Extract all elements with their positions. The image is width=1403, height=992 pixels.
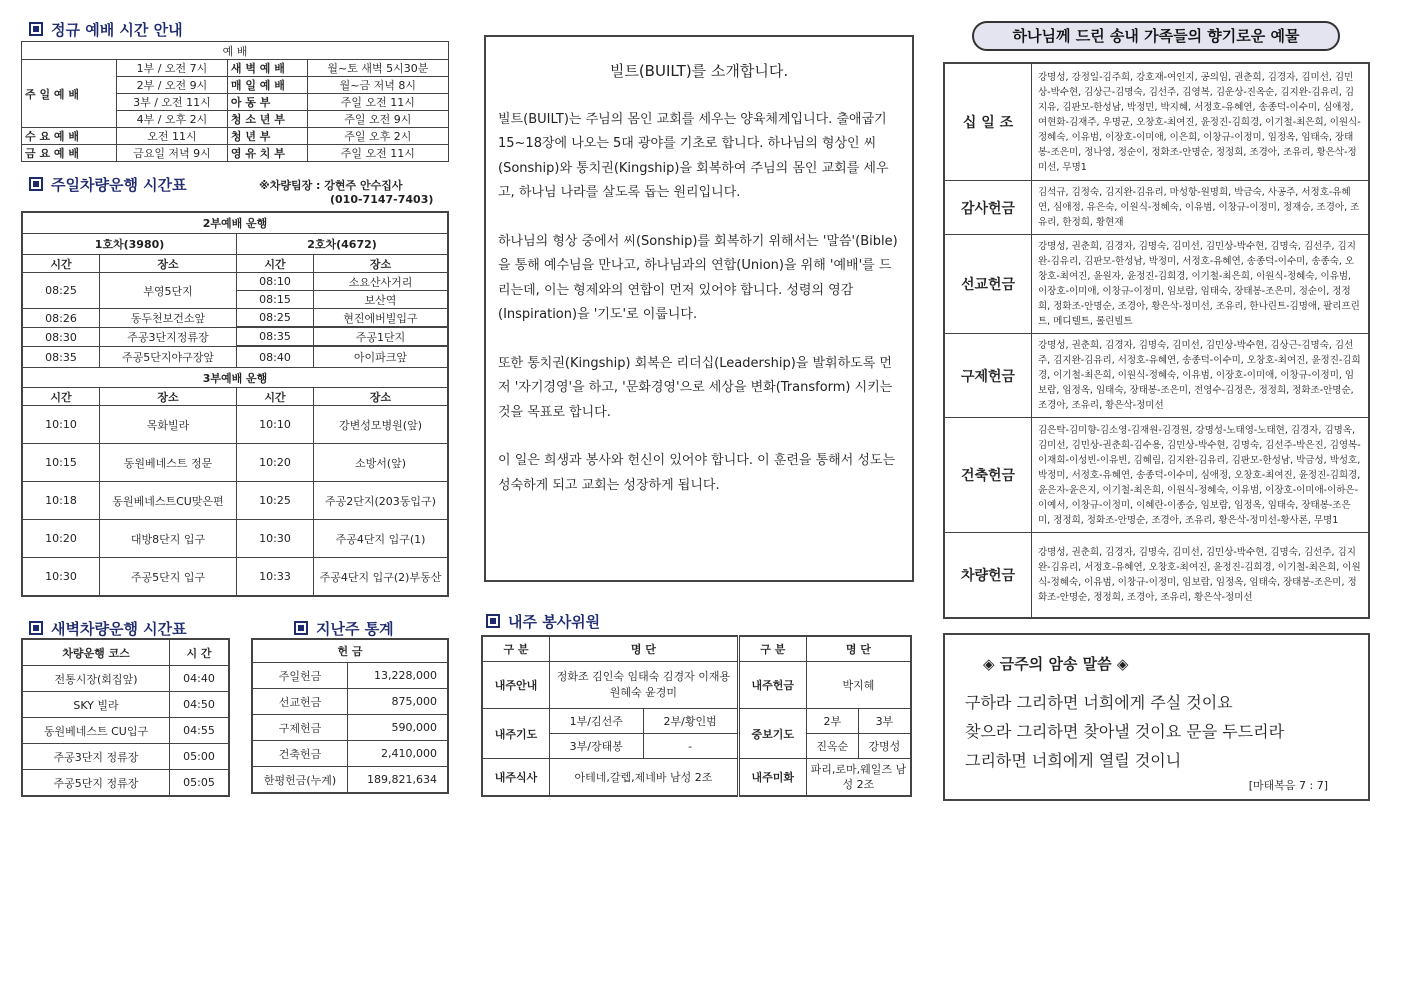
worship-service-label: 청 년 부 (227, 128, 307, 145)
div-header: 구 분 (482, 636, 550, 662)
offering-names: 김석규, 김정숙, 김지완-김유리, 마성항-원명희, 박금숙, 사공주, 서정호-유혜연, 심애정, 유은숙, 이원식-정혜숙, 이유범, 이창규-이정미, 정재승, 조경아, 조유리, 한정희, 황현재 (1032, 181, 1370, 235)
verse-line: 그리하면 너희에게 열릴 것이니 (965, 751, 1182, 770)
prayer-2: 2부/황인범 (643, 709, 738, 734)
dawn-time: 04:40 (170, 666, 230, 692)
stats-title-text: 지난주 통계 (316, 620, 394, 638)
worship-schedule-table (21, 41, 449, 162)
bus-2nd-service-header: 2부예배 운행 (22, 212, 448, 234)
dawn-time: 04:50 (170, 692, 230, 718)
friday-worship-label: 금 요 예 배 (22, 145, 117, 162)
bus-time: 08:30 (22, 328, 100, 347)
list-header: 명 단 (806, 636, 911, 662)
square-bullet-icon (294, 621, 308, 635)
route-header: 차량운행 코스 (22, 639, 170, 666)
guide-names: 정화조 김인숙 임태숙 김경자 이재용 원혜숙 윤경미 (550, 662, 739, 709)
place-header: 장소 (100, 255, 237, 273)
place-header: 장소 (100, 388, 237, 406)
worship-time: 3부 / 오전 11시 (117, 94, 228, 111)
bus-time: 08:25 (237, 309, 314, 327)
time-header: 시간 (237, 388, 314, 406)
prayer-1: 1부/김선주 (550, 709, 644, 734)
bus-time: 10:20 (22, 520, 100, 558)
bus-time: 10:20 (237, 444, 314, 482)
offering-type: 십 일 조 (944, 63, 1032, 181)
worship-service-label: 청 소 년 부 (227, 111, 307, 128)
offering-type: 선교헌금 (944, 235, 1032, 334)
guide-label: 내주안내 (482, 662, 550, 709)
dawn-route: 주공5단지 정류장 (22, 770, 170, 797)
built-intro-box (484, 35, 914, 582)
offering-type: 차량헌금 (944, 533, 1032, 619)
worship-service-time: 주일 오전 9시 (307, 111, 448, 128)
dawn-route: 주공3단지 정류장 (22, 744, 170, 770)
worship-service-label: 아 동 부 (227, 94, 307, 111)
offering-stats-table (251, 638, 449, 794)
time-header: 시간 (237, 255, 314, 273)
bus-time: 10:30 (22, 558, 100, 597)
verse-line: 찾으라 그리하면 찾아낼 것이요 문을 두드리라 (965, 722, 1285, 741)
bus-time: 08:35 (237, 328, 314, 346)
bus-3rd-service-header: 3부예배 운행 (22, 368, 448, 388)
prayer-label: 내주기도 (482, 709, 550, 759)
memory-verse-box (943, 633, 1370, 801)
offering-names: 강명성, 권춘희, 김경자, 김명숙, 김미선, 김민상-박수현, 김상근-김명숙, 김선주, 김지완-김유리, 서정호-유혜연, 송종덕-이수미, 오창호-최여진, 윤정진-김희경, 이기철-최은희, 이원식-정혜숙, 이유범, 이장호-이미애, 이창규-이정미, 임보람, 임정옥, 임태숙, 장태봉-조은미, 전영수-김정은, 정정희, 정화조-안명순, 조경아, 조유리, 황은삭-정미선 (1032, 334, 1370, 418)
worship-service-label: 매 일 예 배 (227, 77, 307, 94)
serve-title-text: 내주 봉사위원 (508, 613, 601, 631)
worship-title-text: 정규 예배 시간 안내 (51, 21, 183, 39)
div-header: 구 분 (738, 636, 806, 662)
square-bullet-icon (29, 22, 43, 36)
square-bullet-icon (486, 614, 500, 628)
bus-stop: 주공5단지야구장앞 (100, 347, 237, 368)
stats-amount: 2,410,000 (348, 741, 449, 767)
bus-time: 10:18 (22, 482, 100, 520)
bus-time: 10:10 (237, 406, 314, 444)
bus-title-text: 주일차량운행 시간표 (51, 176, 187, 194)
dawn-title-text: 새벽차량운행 시간표 (51, 620, 187, 638)
worship-time: 1부 / 오전 7시 (117, 60, 228, 77)
worship-time: 4부 / 오후 2시 (117, 111, 228, 128)
stats-amount: 13,228,000 (348, 663, 449, 689)
bus-stop: 주공4단지 입구(2)부동산 (314, 558, 449, 597)
bus-stop: 소방서(앞) (314, 444, 449, 482)
stats-amount: 875,000 (348, 689, 449, 715)
wednesday-worship-label: 수 요 예 배 (22, 128, 117, 145)
dawn-time: 05:05 (170, 770, 230, 797)
intercession-label: 중보기도 (738, 709, 806, 759)
bus-time: 10:10 (22, 406, 100, 444)
bus-stop: 아이파크앞 (314, 347, 449, 368)
stats-label: 한평헌금(누계) (252, 767, 348, 794)
intro-title: 빌트(BUILT)를 소개합니다. (609, 62, 789, 80)
car1-header: 1호차(3980) (22, 234, 237, 255)
bus-stop: 대방8단지 입구 (100, 520, 237, 558)
worship-time: 2부 / 오전 9시 (117, 77, 228, 94)
worship-header: 예 배 (22, 42, 449, 60)
beauty-names: 파리,로마,웨일즈 남성 2조 (806, 759, 911, 797)
meal-label: 내주식사 (482, 759, 550, 797)
worship-service-time: 주일 오전 11시 (307, 145, 448, 162)
bus-stop: 주공5단지 입구 (100, 558, 237, 597)
intercession-2: 진옥순 (806, 734, 858, 759)
bus-stop: 주공3단지정류장 (100, 328, 237, 347)
bus-stop: 주공2단지(203동입구) (314, 482, 449, 520)
intro-paragraph: 또한 통치권(Kingship) 회복은 리더십(Leadership)을 발휘하도록 먼저 '자기경영'을 하고, '문화경영'으로 세상을 변화(Transform) 시키는 것을 목표로 합니다. (498, 355, 893, 420)
offering-names: 강명성, 권춘희, 김경자, 김명숙, 김미선, 김민상-박수현, 김명숙, 김선주, 김지완-김유리, 김판모-한성남, 박정미, 서정호-유혜연, 송종덕-이수미, 송종숙, 오창호-최여진, 윤원자, 윤정진-김희경, 이기철-최은희, 이원식-정혜숙, 이유범, 이장호-이미애, 이창규-이정미, 임보람, 임태숙, 장태봉-조은미, 정순이, 정정희, 정화조-안명순, 조경아, 황은삭-정미선, 조유리, 한나린트-김명애, 팔리프린트, 메디텔트, 롤린빌트 (1032, 235, 1370, 334)
worship-service-label: 영 유 치 부 (227, 145, 307, 162)
worship-service-time: 월~금 저녁 8시 (307, 77, 448, 94)
square-bullet-icon (29, 177, 43, 191)
list-header: 명 단 (550, 636, 739, 662)
time-header: 시간 (22, 388, 100, 406)
sunday-worship-label: 주 일 예 배 (22, 60, 117, 128)
worship-service-label: 새 벽 예 배 (227, 60, 307, 77)
bus-stop: 동원베네스트CU맞은편 (100, 482, 237, 520)
bus-time: 08:25 (22, 273, 100, 309)
bus-stop: 부영5단지 (100, 273, 237, 309)
place-header: 장소 (314, 255, 449, 273)
service-volunteers-table (481, 635, 912, 797)
stats-amount: 590,000 (348, 715, 449, 741)
offering-type: 감사헌금 (944, 181, 1032, 235)
bus-stop: 동두천보건소앞 (100, 309, 237, 328)
time-header: 시간 (22, 255, 100, 273)
beauty-label: 내주미화 (738, 759, 806, 797)
serve-section-title (486, 611, 600, 632)
worship-service-time: 월~토 새벽 5시30분 (307, 60, 448, 77)
verse-reference: [마태복음 7 : 7] (1248, 779, 1328, 792)
bus-contact: ※차량팀장 : 강현주 안수집사 (259, 179, 403, 192)
square-bullet-icon (29, 621, 43, 635)
place-header: 장소 (314, 388, 449, 406)
offerings-title: 하나님께 드린 송내 가족들의 향기로운 예물 (972, 21, 1340, 51)
stats-amount: 189,821,634 (348, 767, 449, 794)
dawn-route: SKY 빌라 (22, 692, 170, 718)
bus-phone: (010-7147-7403) (330, 193, 434, 206)
dawn-route: 동원베네스트 CU입구 (22, 718, 170, 744)
verse-line: 구하라 그리하면 너희에게 주실 것이요 (965, 693, 1233, 712)
bus-time: 08:10 (237, 273, 314, 291)
intro-paragraph: 빌트(BUILT)는 주님의 몸인 교회를 세우는 양육체계입니다. 출애굽기 15~18장에 나오는 5대 광야를 기초로 합니다. 하나님의 형상인 씨(Sonship)와 통치권(Kingship)을 회복하여 주님의 몸인 교회를 세우고, 하나님 나라를 살도록 돕는 원리입니다. (498, 111, 889, 200)
bus-time: 10:15 (22, 444, 100, 482)
dawn-section-title (29, 618, 187, 639)
offering-type: 건축헌금 (944, 418, 1032, 533)
intercession-3: 강명성 (858, 734, 911, 759)
meal-names: 아테네,갈렙,제네바 남성 2조 (550, 759, 739, 797)
offering-name: 박지혜 (806, 662, 911, 709)
offering-label: 내주헌금 (738, 662, 806, 709)
stats-section-title (294, 618, 394, 639)
worship-service-time: 주일 오전 11시 (307, 94, 448, 111)
bus-time: 08:15 (237, 291, 314, 309)
bus-stop: 목화빌라 (100, 406, 237, 444)
stats-label: 구제헌금 (252, 715, 348, 741)
bus-stop: 주공4단지 입구(1) (314, 520, 449, 558)
offering-type: 구제헌금 (944, 334, 1032, 418)
dawn-bus-table (21, 638, 230, 797)
bus-time: 08:40 (237, 347, 314, 368)
worship-service-time: 주일 오후 2시 (307, 128, 448, 145)
intro-paragraph: 하나님의 형상 중에서 씨(Sonship)를 회복하기 위해서는 '말씀'(Bible)을 통해 예수님을 만나고, 하나님과의 연합(Union)을 위해 '예배'를 드리는데, 이는 형제와의 연합이 먼저 있어야 합니다. 성령의 영감(Inspiration)을 '기도'로 이룹니다. (498, 233, 898, 322)
bus-stop: 주공1단지 (314, 328, 449, 346)
dawn-route: 전통시장(회집앞) (22, 666, 170, 692)
bus-time: 10:30 (237, 520, 314, 558)
bus-stop: 동원베네스트 정문 (100, 444, 237, 482)
time-header: 시 간 (170, 639, 230, 666)
worship-time: 금요일 저녁 9시 (117, 145, 228, 162)
bus-stop: 소요산사거리 (314, 273, 449, 291)
offering-names: 김은탁-김미향-김소영-김재원-김경원, 강명성-노태영-노태현, 김경자, 김명옥, 김미선, 김민상-권춘희-김수용, 김민상-박수현, 김명숙, 김선주-박은진, 김영복-이재희-이성빈-이유빈, 김혜림, 김지완-김유리, 김판모-한성남, 박금성, 박성호, 박정미, 서정호-유혜연, 송종덕-이수미, 심애정, 오창호-최여진, 윤정진-김희경, 윤은자-윤은지, 이기철-최은희, 이원식-정혜숙, 이유범, 이장호-이미애-이하은-이예서, 이창규-이정미, 이혜란-이종승, 임보람, 임정옥, 임태숙, 장태봉-조은미, 정정희, 정화조-안명순, 조경아, 조유리, 황은삭-정미선-황사론, 무명1 (1032, 418, 1370, 533)
worship-time: 오전 11시 (117, 128, 228, 145)
dawn-time: 04:55 (170, 718, 230, 744)
sunday-bus-table (21, 211, 449, 597)
offering-names: 강명성, 권춘희, 김경자, 김명숙, 김미선, 김민상-박수현, 김명숙, 김선주, 김지완-김유리, 서정호-유혜연, 오창호-최여진, 윤정진-김희경, 이기철-최은희, 이원식-정혜숙, 이유범, 이창규-이정미, 임보람, 임정옥, 임태숙, 장태봉-조은미, 정화조-안명순, 정정희, 조경아, 조유리, 황은삭-정미선 (1032, 533, 1370, 619)
bus-time: 10:33 (237, 558, 314, 597)
prayer-3: 3부/장태봉 (550, 734, 644, 759)
bus-section-title (29, 174, 187, 195)
worship-section-title (29, 19, 183, 40)
stats-header: 헌 금 (252, 639, 448, 663)
intercession-2-header: 2부 (806, 709, 858, 734)
car2-header: 2호차(4672) (237, 234, 449, 255)
dawn-time: 05:00 (170, 744, 230, 770)
bus-time: 10:25 (237, 482, 314, 520)
intercession-3-header: 3부 (858, 709, 911, 734)
bus-stop: 보산역 (314, 291, 449, 309)
verse-title: ◈ 금주의 암송 말씀 ◈ (983, 655, 1129, 673)
prayer-4: - (643, 734, 738, 759)
bus-time: 08:26 (22, 309, 100, 328)
offering-names: 강명성, 강정일-김주희, 강호재-여인지, 공의임, 권춘희, 김경자, 김미선, 김민상-박수현, 김상근-김명숙, 김선주, 김영복, 김운상-진옥순, 김지완-김유리, 김지유, 김판모-한성남, 박정민, 박지혜, 서정호-유혜연, 송종덕-이수미, 심애정, 여현화-김재주, 우명균, 오창호-최여진, 윤정진-김희경, 이기철-최은희, 이원식-정혜숙, 이유범, 이장호-이미애, 이은희, 이창규-이정미, 임정옥, 임태숙, 장태봉-조은미, 정나영, 정순이, 정화조-안명순, 정정희, 조경아, 조유리, 황은삭-정미선, 무명1 (1032, 63, 1370, 181)
offerings-table (943, 62, 1370, 619)
stats-label: 주일헌금 (252, 663, 348, 689)
stats-label: 선교헌금 (252, 689, 348, 715)
bus-time: 08:35 (22, 347, 100, 368)
intro-paragraph: 이 일은 희생과 봉사와 헌신이 있어야 합니다. 이 훈련을 통해서 성도는 성숙하게 되고 교회는 성장하게 됩니다. (498, 453, 896, 493)
stats-label: 건축헌금 (252, 741, 348, 767)
bus-stop: 현진에버빌입구 (314, 309, 449, 327)
bus-stop: 강변성모병원(앞) (314, 406, 449, 444)
